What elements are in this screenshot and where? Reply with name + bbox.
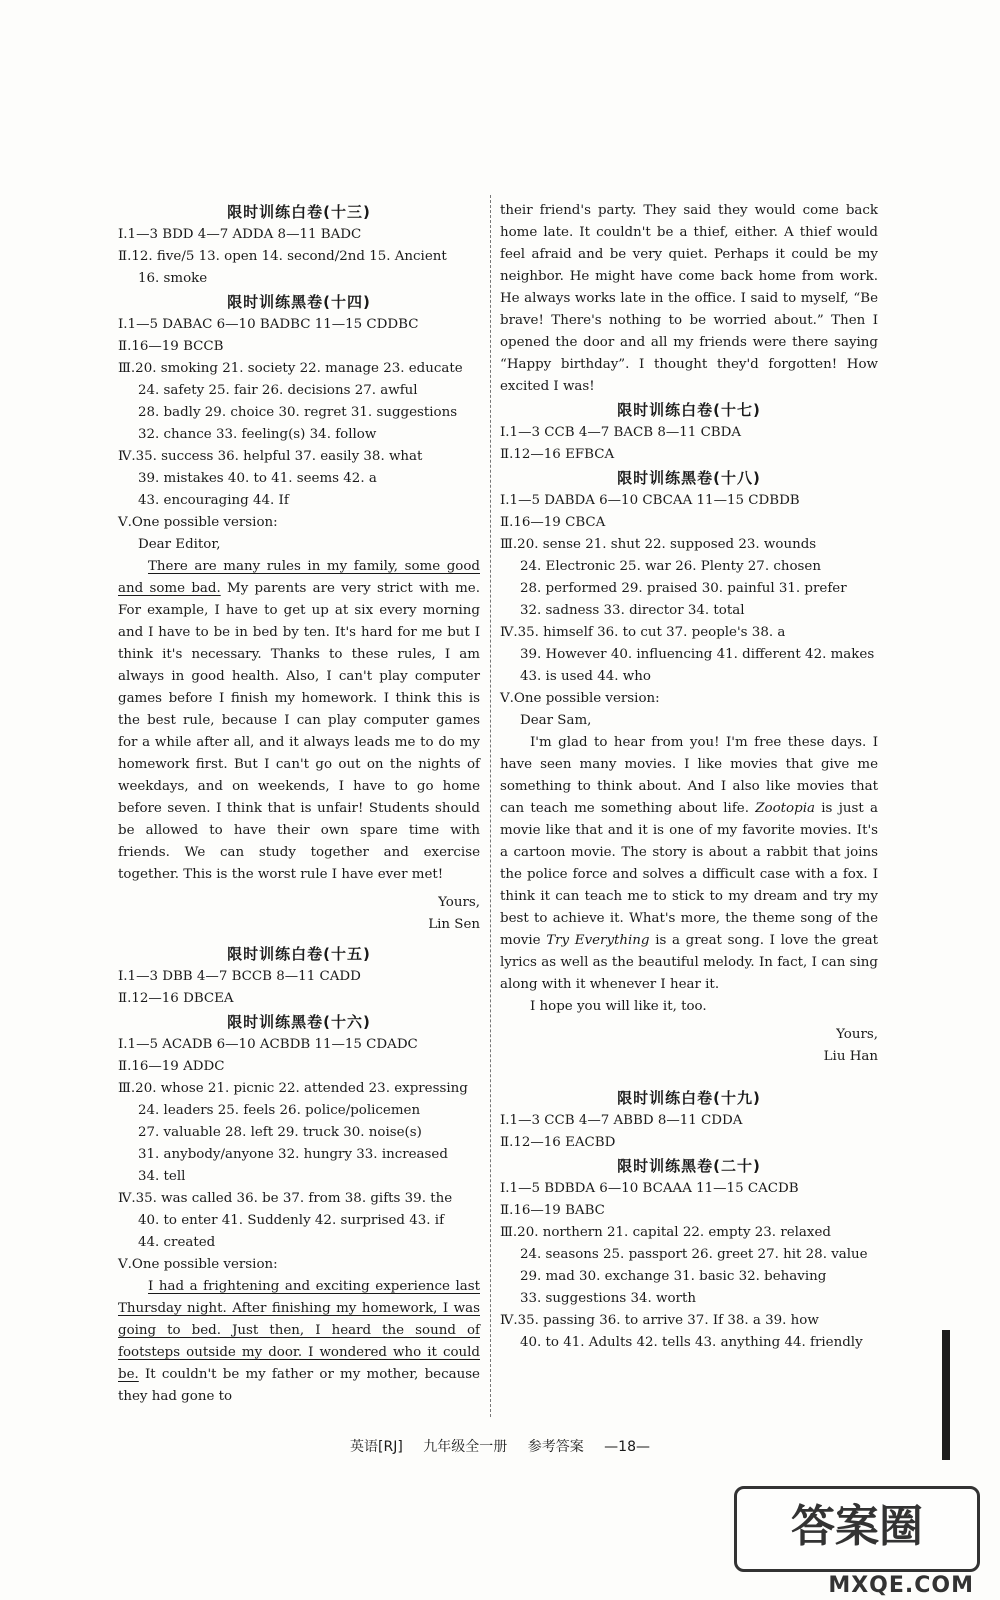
- answer-line: Ⅱ.12—16 DBCEA: [118, 991, 234, 1006]
- letter-closing: Yours,: [438, 895, 480, 910]
- answer-line: 32. chance 33. feeling(s) 34. follow: [138, 427, 377, 442]
- answer-line: 33. suggestions 34. worth: [520, 1291, 696, 1306]
- answer-line: Ⅲ.20. sense 21. shut 22. supposed 23. wounds: [500, 537, 817, 552]
- answer-line: Ⅳ.35. passing 36. to arrive 37. If 38. a 39. how: [500, 1313, 819, 1328]
- left-column: [118, 200, 480, 1408]
- letter-signature: Lin Sen: [428, 917, 480, 932]
- answer-line: 27. valuable 28. left 29. truck 30. noise(s): [138, 1125, 422, 1140]
- answer-line: 40. to 41. Adults 42. tells 43. anything 44. friendly: [520, 1335, 863, 1350]
- letter-body: [118, 556, 480, 886]
- answer-line: Ⅳ.35. success 36. helpful 37. easily 38. what: [118, 449, 423, 464]
- letter-closing: Yours,: [836, 1027, 878, 1042]
- answer-line: Ⅴ.One possible version:: [118, 1257, 278, 1272]
- letter-closing-line: I hope you will like it, too.: [530, 999, 707, 1014]
- answer-line: 40. to enter 41. Suddenly 42. surprised 43. if: [138, 1213, 445, 1228]
- answer-line: Ⅱ.12. five/5 13. open 14. second/2nd 15. Ancient: [118, 249, 447, 264]
- page-number: —18—: [604, 1439, 650, 1455]
- section-title: 限时训练白卷(十九): [617, 1089, 761, 1107]
- section-title: 限时训练黑卷(十八): [617, 469, 761, 487]
- footer-grade: 九年级全一册: [423, 1439, 508, 1455]
- section-title: 限时训练白卷(十七): [617, 401, 761, 419]
- answer-line: 16. smoke: [138, 271, 208, 286]
- section-title: 限时训练黑卷(十六): [227, 1013, 371, 1031]
- answer-line: Ⅰ.1—5 BDBDA 6—10 BCAAA 11—15 CACDB: [500, 1181, 799, 1196]
- letter-greeting: Dear Sam,: [520, 713, 592, 728]
- watermark-url: MXQE.COM: [828, 1573, 974, 1598]
- essay-text: It couldn't be my father or my mother, because they had gone to: [118, 1367, 480, 1404]
- answer-line: Ⅰ.1—5 DABAC 6—10 BADBC 11—15 CDDBC: [118, 317, 419, 332]
- song-title: Try Everything: [546, 933, 650, 948]
- essay-body: [118, 1276, 480, 1408]
- answer-line: Ⅱ.16—19 BABC: [500, 1203, 605, 1218]
- underlined-sentence: There are many rules in my family, some good and some bad.: [118, 559, 480, 596]
- watermark-logo: 答案圈: [734, 1486, 980, 1572]
- page-footer: [0, 1436, 1000, 1456]
- answer-line: Ⅰ.1—3 CCB 4—7 BACB 8—11 CBDA: [500, 425, 742, 440]
- right-column: [500, 200, 878, 1354]
- section-title: 限时训练白卷(十五): [227, 945, 371, 963]
- answer-line: 28. performed 29. praised 30. painful 31. prefer: [520, 581, 847, 596]
- answer-line: Ⅱ.12—16 EACBD: [500, 1135, 616, 1150]
- answer-line: Ⅴ.One possible version:: [118, 515, 278, 530]
- answer-line: 24. seasons 25. passport 26. greet 27. hit 28. value: [520, 1247, 868, 1262]
- answer-line: Ⅱ.16—19 CBCA: [500, 515, 606, 530]
- answer-line: 43. is used 44. who: [520, 669, 651, 684]
- answer-line: 32. sadness 33. director 34. total: [520, 603, 745, 618]
- answer-line: Ⅱ.12—16 EFBCA: [500, 447, 615, 462]
- answer-line: 28. badly 29. choice 30. regret 31. suggestions: [138, 405, 458, 420]
- footer-subject: 英语[RJ]: [350, 1439, 403, 1455]
- answer-line: Ⅲ.20. smoking 21. society 22. manage 23. educate: [118, 361, 463, 376]
- answer-line: Ⅳ.35. was called 36. be 37. from 38. gifts 39. the: [118, 1191, 453, 1206]
- letter-signature: Liu Han: [823, 1049, 878, 1064]
- answer-line: 29. mad 30. exchange 31. basic 32. behaving: [520, 1269, 827, 1284]
- essay-continuation: their friend's party. They said they would come back home late. It couldn't be a thief, either. A thief would feel afraid and be very quiet. Perhaps it could be my neighbor. He might have come back home from work. He always works late in the office. I said to myself, “Be brave! There's nothing to be worried about.” Then I opened the door and all my friends were there saying “Happy birthday”. I thought they'd forgotten! How excited I was!: [500, 203, 878, 394]
- section-title: 限时训练黑卷(十四): [227, 293, 371, 311]
- letter-text: I'm glad to hear from you! I'm free these days. I have seen many movies. I like movies that give me something to think about. And I also like movies that can teach me something about life.: [500, 735, 878, 816]
- answer-line: 39. However 40. influencing 41. different 42. makes: [520, 647, 875, 662]
- answer-line: Ⅰ.1—5 ACADB 6—10 ACBDB 11—15 CDADC: [118, 1037, 418, 1052]
- answer-line: 24. Electronic 25. war 26. Plenty 27. chosen: [520, 559, 821, 574]
- section-title: 限时训练白卷(十三): [227, 203, 371, 221]
- answer-line: Ⅰ.1—3 BDD 4—7 ADDA 8—11 BADC: [118, 227, 362, 242]
- answer-line: Ⅰ.1—3 DBB 4—7 BCCB 8—11 CADD: [118, 969, 361, 984]
- letter-text: is just a movie like that and it is one of my favorite movies. It's a cartoon movie. The story is about a rabbit that joins the police force and solves a difficult case with a fox. I think it can teach me to stick to my dream and try my best to achieve it. What's more, the theme song of the movie: [500, 801, 879, 948]
- answer-line: Ⅰ.1—5 DABDA 6—10 CBCAA 11—15 CDBDB: [500, 493, 800, 508]
- answer-line: Ⅳ.35. himself 36. to cut 37. people's 38. a: [500, 625, 786, 640]
- answer-line: 24. safety 25. fair 26. decisions 27. awful: [138, 383, 418, 398]
- answer-line: 34. tell: [138, 1169, 186, 1184]
- movie-title: Zootopia: [755, 801, 815, 816]
- answer-line: 44. created: [138, 1235, 216, 1250]
- answer-line: Ⅱ.16—19 ADDC: [118, 1059, 225, 1074]
- answer-line: Ⅱ.16—19 BCCB: [118, 339, 224, 354]
- column-divider: [490, 195, 491, 1417]
- answer-line: 24. leaders 25. feels 26. police/policemen: [138, 1103, 421, 1118]
- letter-body: [500, 732, 878, 996]
- letter-greeting: Dear Editor,: [138, 537, 221, 552]
- answer-line: Ⅰ.1—3 CCB 4—7 ABBD 8—11 CDDA: [500, 1113, 743, 1128]
- answer-line: 43. encouraging 44. If: [138, 493, 289, 508]
- footer-label: 参考答案: [527, 1439, 584, 1455]
- letter-text: is a great song. I love the great lyrics as well as the beautiful melody. In fact, I can sing along with it whenever I hear it.: [500, 933, 879, 992]
- answer-line: 39. mistakes 40. to 41. seems 42. a: [138, 471, 377, 486]
- underlined-sentence: I had a frightening and exciting experience last Thursday night. After finishing my homework, I was going to bed. Just then, I heard the sound of footsteps outside my door. I wondered who it could be.: [118, 1279, 480, 1382]
- answer-line: Ⅲ.20. whose 21. picnic 22. attended 23. expressing: [118, 1081, 468, 1096]
- scan-edge-shadow: [942, 1330, 950, 1460]
- answer-line: 31. anybody/anyone 32. hungry 33. increased: [138, 1147, 448, 1162]
- answer-line: Ⅲ.20. northern 21. capital 22. empty 23. relaxed: [500, 1225, 831, 1240]
- letter-text: My parents are very strict with me. For example, I have to get up at six every morning and I have to be in bed by ten. It's hard for me but I think it's necessary. Thanks to these rules, I am always in good health. Also, I can't play computer games before I finish my homework. I think this is the best rule, because I can play computer games for a while after all, and it always leads me to do my homework first. But I can't go out on the nights of weekdays, and on weekends, I have to go home before seven. I think that is unfair! Students should be allowed to have their own spare time with friends. We can study together and exercise together. This is the worst rule I have ever met!: [118, 581, 480, 882]
- section-title: 限时训练黑卷(二十): [617, 1157, 761, 1175]
- answer-line: Ⅴ.One possible version:: [500, 691, 660, 706]
